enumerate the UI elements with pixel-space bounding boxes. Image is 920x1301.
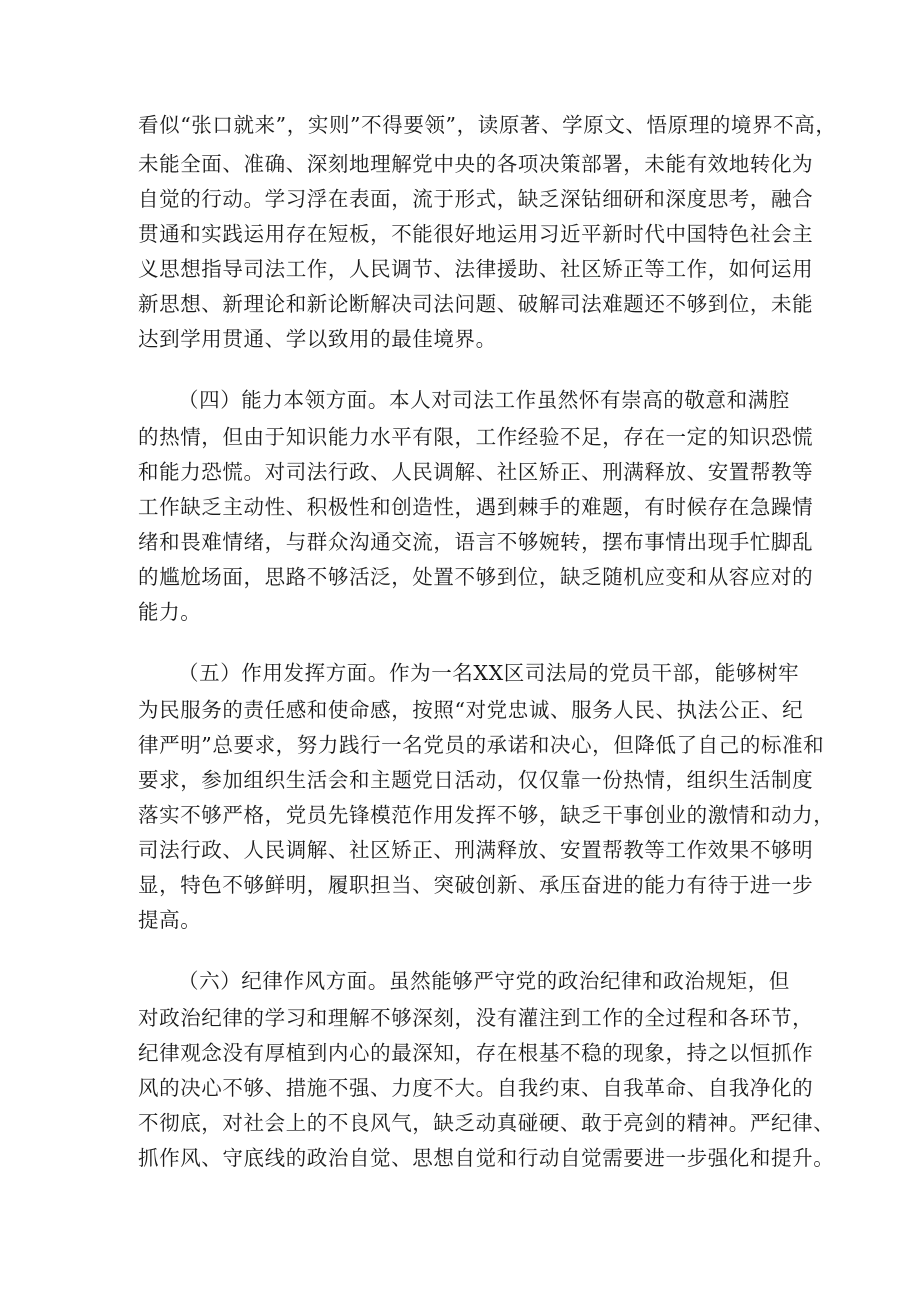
text-line: 显，特色不够鲜明，履职担当、突破创新、承压奋进的能力有待于进一步	[138, 873, 814, 897]
text-line: （五）作用发挥方面。作为一名XX区司法局的党员干部，能够树牢	[178, 661, 800, 685]
text-line: 达到学用贯通、学以致用的最佳境界。	[138, 327, 497, 351]
text-line: 为民服务的责任感和使命感，按照“对党忠诚、服务人民、执法公正、纪	[138, 698, 804, 722]
text-line: 自觉的行动。学习浮在表面，流于形式，缺乏深钻细研和深度思考，融合	[138, 187, 814, 211]
text-line: 要求，参加组织生活会和主题党日活动，仅仅靠一份热情，组织生活制度	[138, 768, 814, 792]
text-line: 新思想、新理论和新论断解决司法问题、破解司法难题还不够到位，未能	[138, 292, 814, 316]
text-line: 和能力恐慌。对司法行政、人民调解、社区矫正、刑满释放、安置帮教等	[138, 460, 814, 484]
text-line: 未能全面、准确、深刻地理解党中央的各项决策部署，未能有效地转化为	[138, 152, 814, 176]
text-line: 看似“张口就来”，实则”不得要领”，读原著、学原文、悟原理的境界不高，	[138, 113, 837, 137]
text-line: 风的决心不够、措施不强、力度不大。自我约束、自我革命、自我净化的	[138, 1076, 814, 1100]
text-line: 义思想指导司法工作，人民调节、法律援助、社区矫正等工作，如何运用	[138, 257, 814, 281]
text-line: 绪和畏难情绪，与群众沟通交流，语言不够婉转，摆布事情出现手忙脚乱	[138, 530, 814, 554]
text-line: （四）能力本领方面。本人对司法工作虽然怀有崇高的敬意和满腔	[178, 388, 790, 412]
text-line: 提高。	[138, 908, 202, 932]
text-line: （六）纪律作风方面。虽然能够严守党的政治纪律和政治规矩，但	[178, 969, 790, 993]
text-line: 的热情，但由于知识能力水平有限，工作经验不足，存在一定的知识恐慌	[138, 425, 814, 449]
text-line: 司法行政、人民调解、社区矫正、刑满释放、安置帮教等工作效果不够明	[138, 838, 814, 862]
text-line: 工作缺乏主动性、积极性和创造性，遇到棘手的难题，有时候存在急躁情	[138, 495, 814, 519]
text-line: 律严明”总要求，努力践行一名党员的承诺和决心，但降低了自己的标准和	[138, 733, 825, 757]
text-line: 的尴尬场面，思路不够活泛，处置不够到位，缺乏随机应变和从容应对的	[138, 565, 814, 589]
text-line: 落实不够严格，党员先锋模范作用发挥不够，缺乏干事创业的激情和动力，	[138, 803, 835, 827]
text-line: 能力。	[138, 600, 202, 624]
text-line: 抓作风、守底线的政治自觉、思想自觉和行动自觉需要进一步强化和提升。	[138, 1146, 835, 1170]
text-line: 纪律观念没有厚植到内心的最深知，存在根基不稳的现象，持之以恒抓作	[138, 1041, 814, 1065]
text-line: 不彻底，对社会上的不良风气，缺乏动真碰硬、敢于亮剑的精神。严纪律、	[138, 1111, 835, 1135]
text-line: 贯通和实践运用存在短板，不能很好地运用习近平新时代中国特色社会主	[138, 222, 814, 246]
text-line: 对政治纪律的学习和理解不够深刻，没有灌注到工作的全过程和各环节，	[138, 1006, 814, 1030]
